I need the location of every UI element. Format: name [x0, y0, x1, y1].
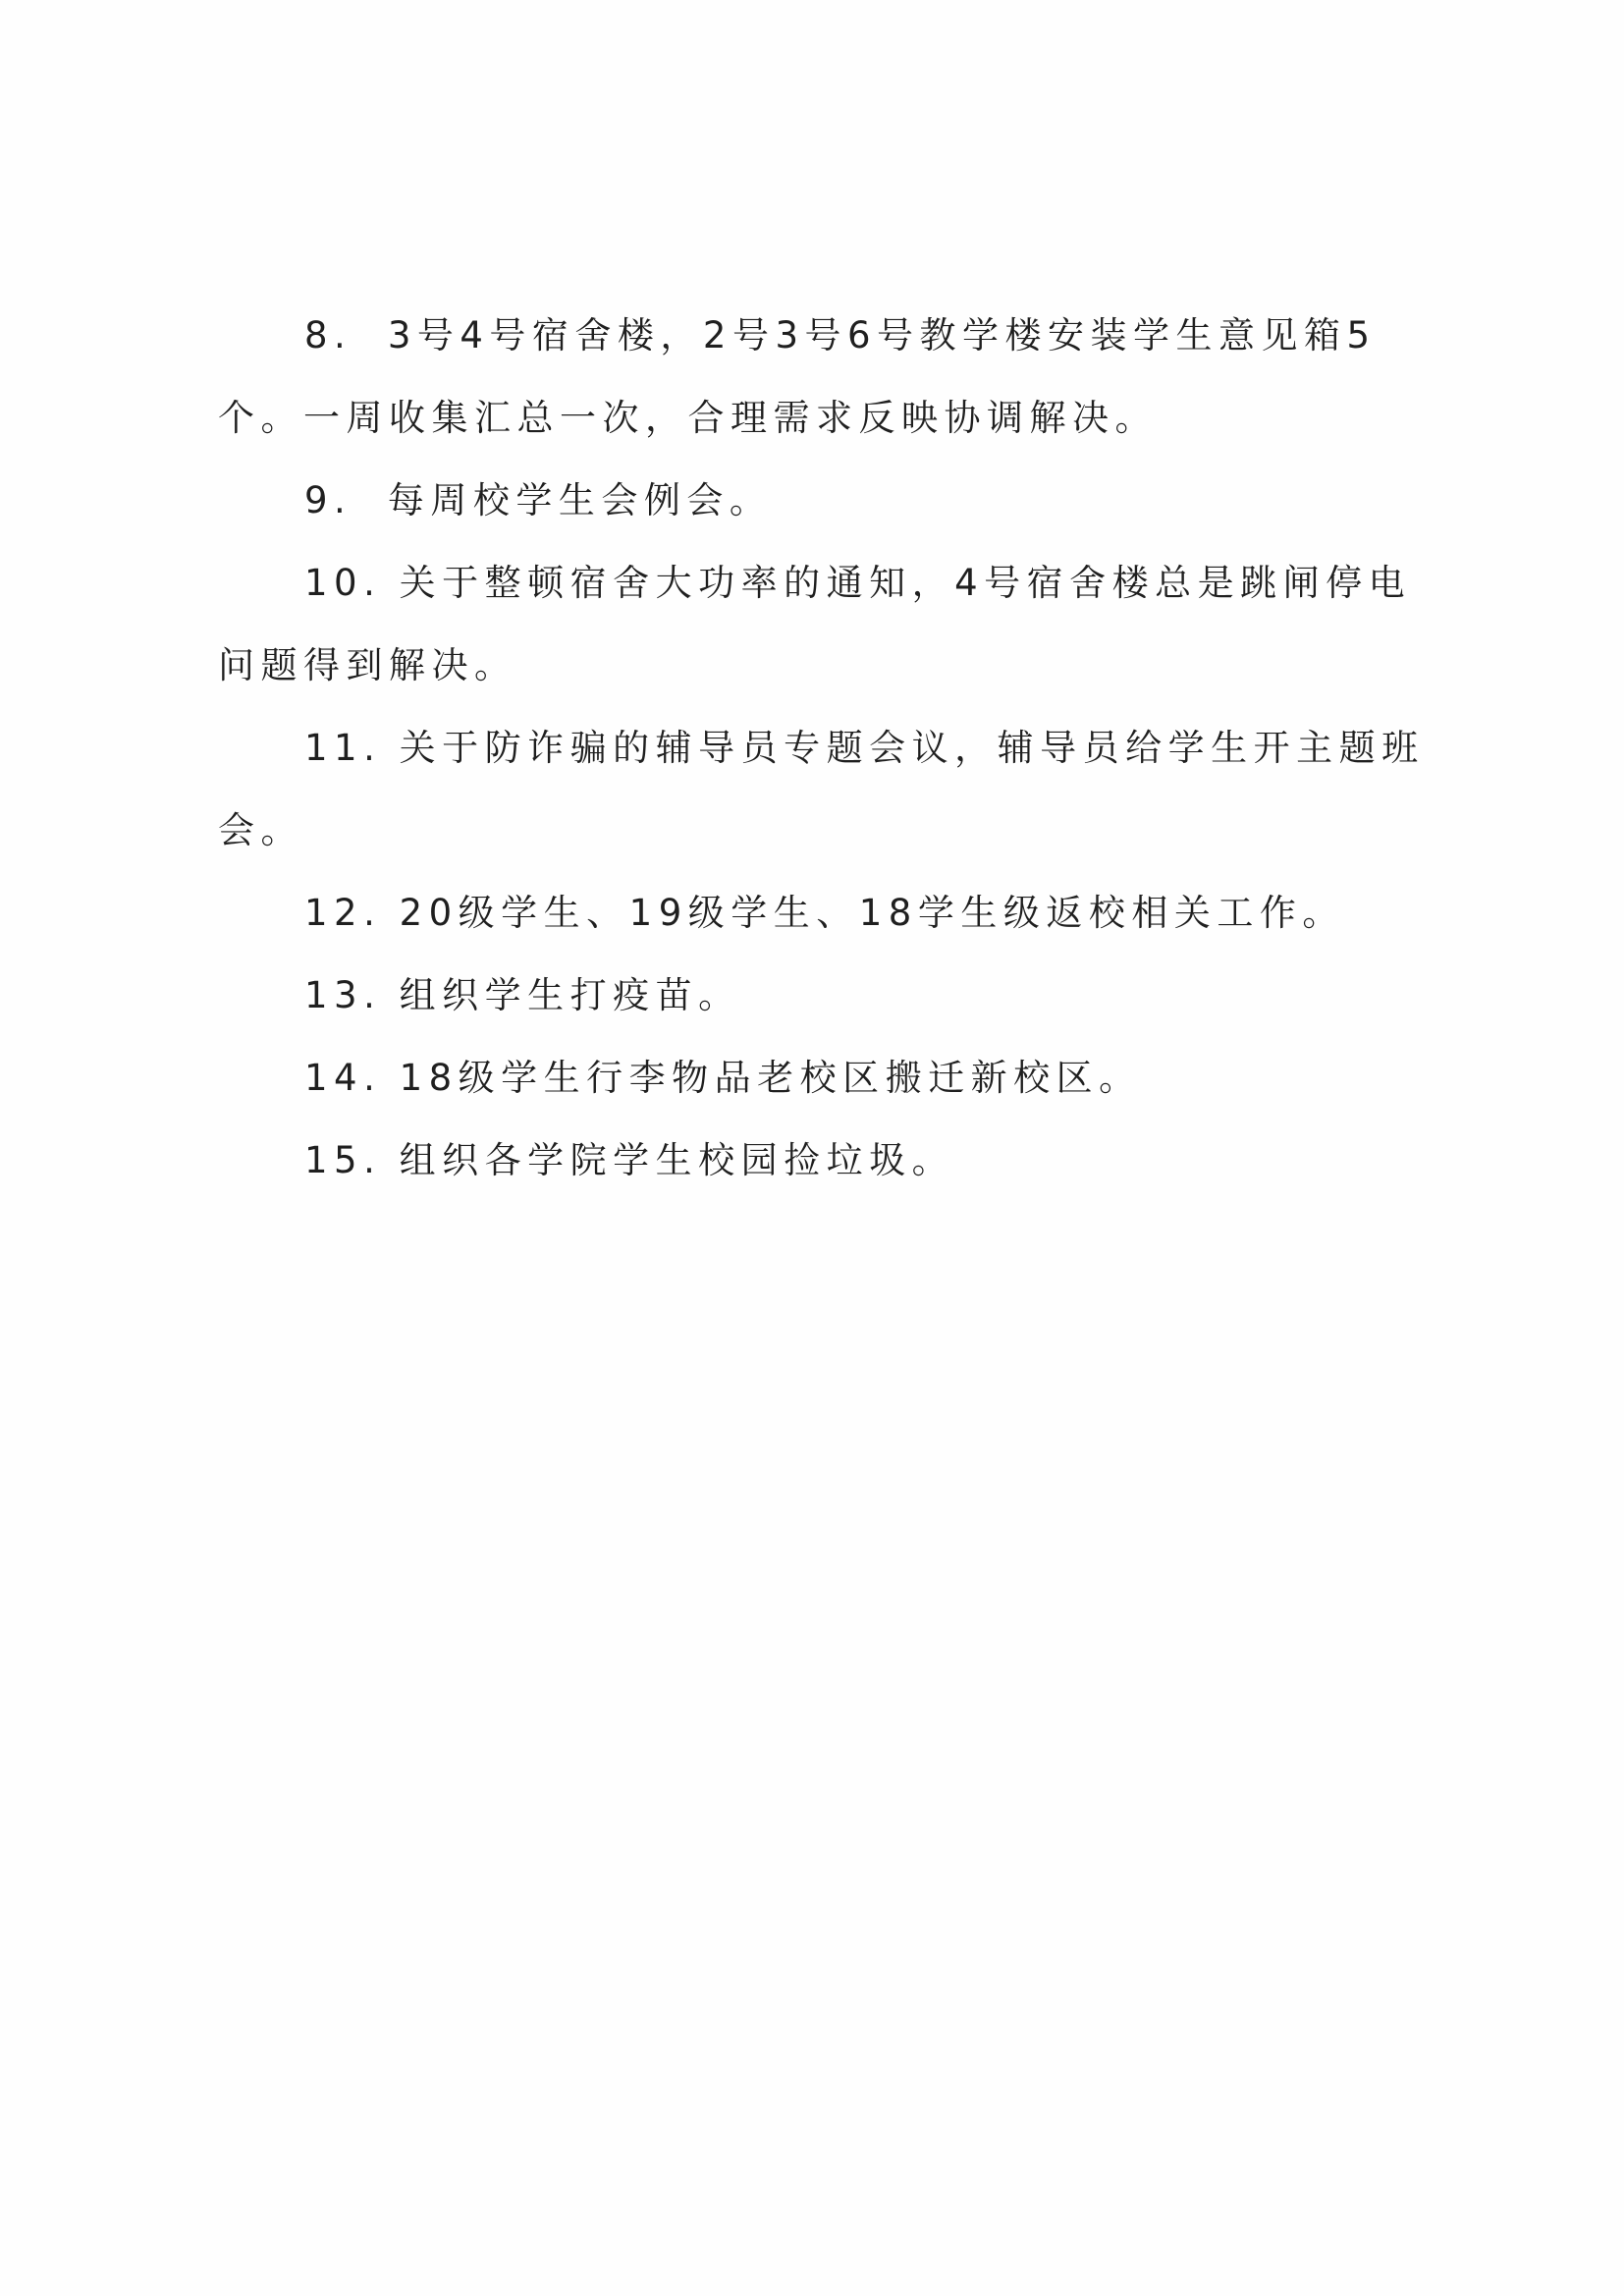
list-item: 10. 关于整顿宿舍大功率的通知，4号宿舍楼总是跳闸停电问题得到解决。 [218, 562, 1412, 686]
list-item: 13. 组织学生打疫苗。 [304, 974, 741, 1016]
document-body [218, 295, 1435, 1202]
list-item: 15. 组织各学院学生校园捡垃圾。 [304, 1139, 955, 1181]
list-item: 9. 每周校学生会例会。 [304, 479, 773, 521]
list-item: 14. 18级学生行李物品老校区搬迁新校区。 [304, 1057, 1142, 1099]
list-item: 8. 3号4号宿舍楼，2号3号6号教学楼安装学生意见箱5个。一周收集汇总一次，合理需求反映协调解决。 [218, 314, 1377, 439]
list-item: 11. 关于防诈骗的辅导员专题会议，辅导员给学生开主题班会。 [218, 727, 1425, 851]
list-item: 12. 20级学生、19级学生、18学生级返校相关工作。 [304, 892, 1345, 934]
